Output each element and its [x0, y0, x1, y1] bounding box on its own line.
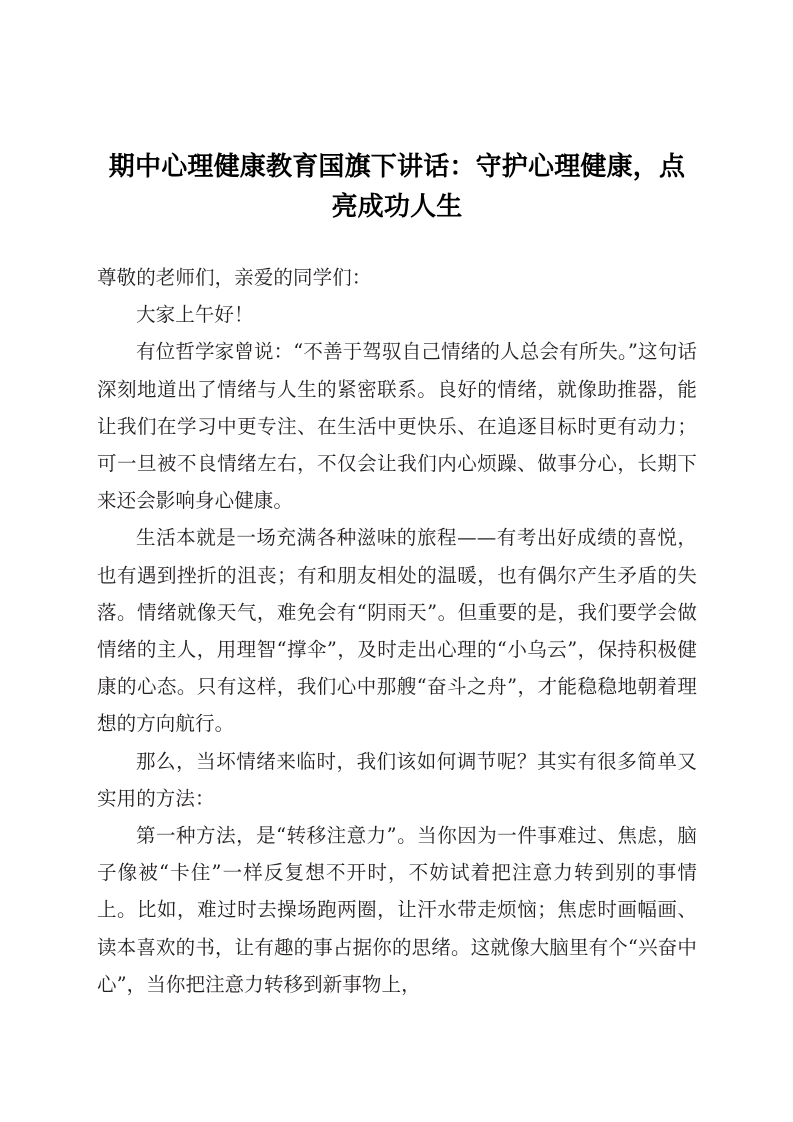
paragraph-salutation: 尊敬的老师们，亲爱的同学们：	[97, 266, 372, 289]
paragraph-how-to-adjust: 那么，当坏情绪来临时，我们该如何调节呢？其实有很多简单又实用的方法：	[97, 749, 697, 810]
paragraph-method-one: 第一种方法，是“转移注意力”。当你因为一件事难过、焦虑，脑子像被“卡住”一样反复想不开时，不妨试着把注意力转到别的事情上。比如，难过时去操场跑两圈，让汗水带走烦恼；焦虑时画幅画、读本喜欢的书，让有趣的事占据你的思绪。这就像大脑里有个“兴奋中心”，当你把注意力转移到新事物上，	[97, 824, 697, 996]
document-body	[97, 259, 697, 1003]
paragraph-greeting: 大家上午好！	[136, 303, 254, 327]
paragraph-life-journey: 生活本就是一场充满各种滋味的旅程——有考出好成绩的喜悦，也有遇到挫折的沮丧；有和朋友相处的温暖，也有偶尔产生矛盾的失落。情绪就像天气，难免会有“阴雨天”。但重要的是，我们要学会做情绪的主人，用理智“撑伞”，及时走出心理的“小乌云”，保持积极健康的心态。只有这样，我们心中那艘“奋斗之舟”，才能稳稳地朝着理想的方向航行。	[97, 526, 697, 736]
page-title: 期中心理健康教育国旗下讲话：守护心理健康，点亮成功人生	[108, 151, 686, 221]
paragraph-philosopher-quote: 有位哲学家曾说：“不善于驾驭自己情绪的人总会有所失。”这句话深刻地道出了情绪与人生的紧密联系。良好的情绪，就像助推器，能让我们在学习中更专注、在生活中更快乐、在追逐目标时更有动力；可一旦被不良情绪左右，不仅会让我们内心烦躁、做事分心，长期下来还会影响身心健康。	[97, 340, 697, 513]
document-content	[97, 0, 697, 1003]
